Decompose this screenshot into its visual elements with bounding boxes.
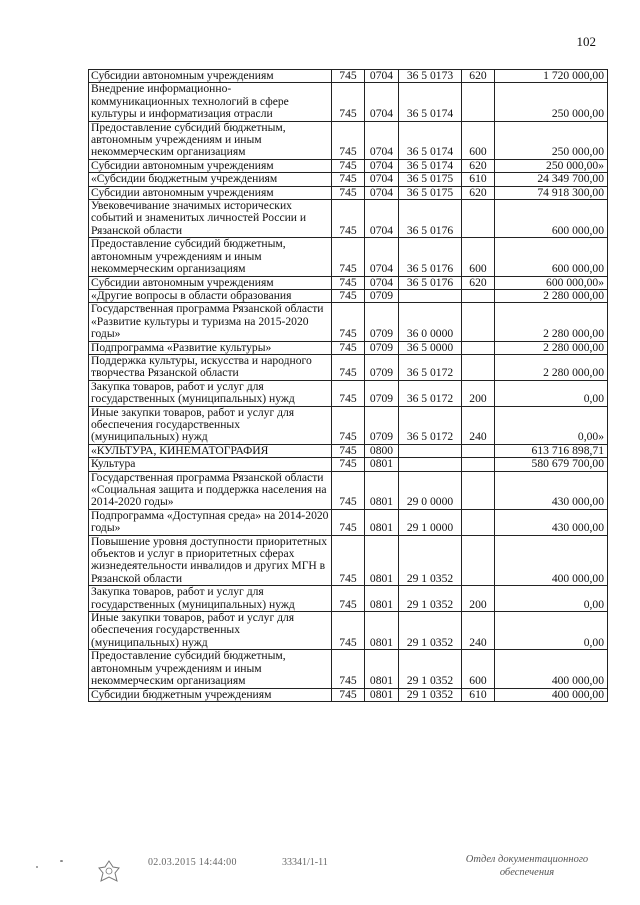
row-amount-cell: 1 720 000,00 [495,70,608,83]
row-gr-cell: 745 [332,186,365,199]
row-name-cell: Предоставление субсидий бюджетным, автономным учреждениям и иным некоммерческим организациям [89,650,332,688]
row-section-cell: 0801 [365,612,399,650]
row-gr-cell: 745 [332,688,365,701]
row-vr-cell: 620 [462,159,495,172]
row-vr-cell [462,354,495,380]
row-csr-cell: 36 5 0174 [399,159,462,172]
row-amount-cell: 600 000,00» [495,276,608,289]
table-row [89,303,608,341]
scan-speck [60,860,63,862]
row-gr-cell: 745 [332,276,365,289]
row-csr-cell: 36 5 0176 [399,276,462,289]
row-section-cell: 0709 [365,380,399,406]
row-csr-cell: 36 5 0173 [399,70,462,83]
table-row [89,70,608,83]
emblem-icon [96,859,122,885]
row-vr-cell: 600 [462,238,495,276]
row-vr-cell: 610 [462,688,495,701]
row-gr-cell: 745 [332,509,365,535]
row-vr-cell [462,444,495,457]
row-csr-cell: 29 1 0352 [399,586,462,612]
table-row [89,341,608,354]
row-name-cell: Государственная программа Рязанской области «Развитие культуры и туризма на 2015-2020 годы» [89,303,332,341]
row-section-cell: 0801 [365,458,399,471]
row-gr-cell: 745 [332,238,365,276]
row-vr-cell [462,535,495,586]
row-amount-cell: 250 000,00 [495,83,608,121]
row-csr-cell: 36 5 0175 [399,173,462,186]
row-name-cell: Субсидии автономным учреждениям [89,159,332,172]
table-row [89,650,608,688]
row-name-cell: Иные закупки товаров, работ и услуг для обеспечения государственных (муниципальных) нужд [89,612,332,650]
row-name-cell: Предоставление субсидий бюджетным, автономным учреждениям и иным некоммерческим организациям [89,121,332,159]
row-amount-cell: 613 716 898,71 [495,444,608,457]
table-row [89,458,608,471]
row-section-cell: 0704 [365,83,399,121]
budget-table [88,69,608,702]
row-vr-cell [462,200,495,238]
row-section-cell: 0704 [365,173,399,186]
row-gr-cell: 745 [332,650,365,688]
scan-speck [36,866,38,868]
table-row [89,276,608,289]
row-gr-cell: 745 [332,612,365,650]
row-gr-cell: 745 [332,341,365,354]
table-row [89,612,608,650]
row-section-cell: 0801 [365,471,399,509]
row-vr-cell: 620 [462,186,495,199]
row-vr-cell: 240 [462,612,495,650]
row-csr-cell [399,289,462,302]
row-name-cell: Иные закупки товаров, работ и услуг для обеспечения государственных (муниципальных) нужд [89,406,332,444]
row-gr-cell: 745 [332,444,365,457]
row-csr-cell: 36 5 0174 [399,121,462,159]
table-row [89,200,608,238]
row-gr-cell: 745 [332,289,365,302]
row-csr-cell: 36 5 0174 [399,83,462,121]
row-section-cell: 0801 [365,688,399,701]
row-amount-cell: 600 000,00 [495,200,608,238]
row-name-cell: Внедрение информационно-коммуникационных технологий в сфере культуры и информатизация отрасли [89,83,332,121]
table-row [89,471,608,509]
row-gr-cell: 745 [332,173,365,186]
row-vr-cell [462,303,495,341]
row-section-cell: 0801 [365,535,399,586]
row-section-cell: 0704 [365,276,399,289]
row-amount-cell: 0,00 [495,380,608,406]
row-csr-cell: 36 5 0172 [399,354,462,380]
table-row [89,380,608,406]
row-section-cell: 0704 [365,121,399,159]
page-footer [0,853,640,905]
row-section-cell: 0801 [365,586,399,612]
table-row [89,535,608,586]
row-vr-cell [462,83,495,121]
table-row [89,83,608,121]
row-gr-cell: 745 [332,458,365,471]
row-name-cell: Субсидии автономным учреждениям [89,186,332,199]
row-amount-cell: 2 280 000,00 [495,341,608,354]
table-row [89,121,608,159]
row-amount-cell: 2 280 000,00 [495,354,608,380]
row-name-cell: Предоставление субсидий бюджетным, автономным учреждениям и иным некоммерческим организациям [89,238,332,276]
row-amount-cell: 0,00 [495,612,608,650]
row-gr-cell: 745 [332,200,365,238]
row-gr-cell: 745 [332,471,365,509]
footer-department-stamp: Отдел документационного обеспечения [465,854,589,878]
footer-timestamp: 02.03.2015 14:44:00 [148,857,237,868]
table-row [89,688,608,701]
row-amount-cell: 0,00 [495,586,608,612]
row-csr-cell: 36 5 0175 [399,186,462,199]
row-vr-cell: 600 [462,650,495,688]
row-vr-cell [462,289,495,302]
row-section-cell: 0704 [365,70,399,83]
row-name-cell: Подпрограмма «Развитие культуры» [89,341,332,354]
footer-doc-id: 33341/1-11 [282,857,328,868]
row-csr-cell: 29 1 0352 [399,535,462,586]
row-vr-cell [462,458,495,471]
row-csr-cell: 36 5 0000 [399,341,462,354]
row-name-cell: Субсидии бюджетным учреждениям [89,688,332,701]
row-csr-cell: 29 1 0352 [399,688,462,701]
row-section-cell: 0709 [365,341,399,354]
row-csr-cell: 36 5 0176 [399,200,462,238]
row-section-cell: 0704 [365,159,399,172]
row-csr-cell: 36 0 0000 [399,303,462,341]
row-name-cell: Закупка товаров, работ и услуг для государственных (муниципальных) нужд [89,380,332,406]
page-number: 102 [576,34,596,49]
row-section-cell: 0800 [365,444,399,457]
row-gr-cell: 745 [332,535,365,586]
table-row [89,509,608,535]
row-vr-cell: 200 [462,586,495,612]
row-vr-cell: 610 [462,173,495,186]
row-amount-cell: 400 000,00 [495,535,608,586]
row-amount-cell: 2 280 000,00 [495,289,608,302]
row-amount-cell: 250 000,00» [495,159,608,172]
table-row [89,186,608,199]
row-vr-cell: 200 [462,380,495,406]
row-vr-cell: 600 [462,121,495,159]
row-csr-cell: 29 0 0000 [399,471,462,509]
table-row [89,173,608,186]
row-csr-cell: 29 1 0000 [399,509,462,535]
table-row [89,159,608,172]
row-section-cell: 0704 [365,186,399,199]
row-amount-cell: 400 000,00 [495,688,608,701]
table-row [89,444,608,457]
row-csr-cell [399,458,462,471]
row-vr-cell [462,341,495,354]
row-amount-cell: 74 918 300,00 [495,186,608,199]
row-amount-cell: 600 000,00 [495,238,608,276]
table-row [89,586,608,612]
row-csr-cell: 36 5 0172 [399,406,462,444]
row-name-cell: «Субсидии бюджетным учреждениям [89,173,332,186]
row-amount-cell: 2 280 000,00 [495,303,608,341]
row-csr-cell: 29 1 0352 [399,612,462,650]
row-amount-cell: 24 349 700,00 [495,173,608,186]
row-section-cell: 0709 [365,303,399,341]
row-section-cell: 0801 [365,650,399,688]
row-section-cell: 0709 [365,289,399,302]
row-name-cell: «КУЛЬТУРА, КИНЕМАТОГРАФИЯ [89,444,332,457]
row-name-cell: Культура [89,458,332,471]
row-csr-cell: 36 5 0176 [399,238,462,276]
row-gr-cell: 745 [332,159,365,172]
budget-table-body [89,70,608,702]
row-vr-cell [462,471,495,509]
row-gr-cell: 745 [332,380,365,406]
row-gr-cell: 745 [332,83,365,121]
row-name-cell: Закупка товаров, работ и услуг для государственных (муниципальных) нужд [89,586,332,612]
row-name-cell: Увековечивание значимых исторических событий и знаменитых личностей России и Рязанской области [89,200,332,238]
row-amount-cell: 430 000,00 [495,471,608,509]
row-amount-cell: 0,00» [495,406,608,444]
row-section-cell: 0801 [365,509,399,535]
row-gr-cell: 745 [332,303,365,341]
row-gr-cell: 745 [332,121,365,159]
row-section-cell: 0709 [365,354,399,380]
row-csr-cell: 29 1 0352 [399,650,462,688]
row-gr-cell: 745 [332,354,365,380]
table-row [89,289,608,302]
table-row [89,406,608,444]
row-amount-cell: 400 000,00 [495,650,608,688]
row-csr-cell [399,444,462,457]
row-gr-cell: 745 [332,70,365,83]
row-section-cell: 0704 [365,200,399,238]
row-section-cell: 0704 [365,238,399,276]
row-name-cell: Подпрограмма «Доступная среда» на 2014-2020 годы» [89,509,332,535]
row-name-cell: Государственная программа Рязанской области «Социальная защита и поддержка населения на 2014-2020 годы» [89,471,332,509]
row-name-cell: Поддержка культуры, искусства и народного творчества Рязанской области [89,354,332,380]
row-vr-cell: 620 [462,70,495,83]
row-name-cell: Субсидии автономным учреждениям [89,70,332,83]
table-row [89,354,608,380]
row-name-cell: Повышение уровня доступности приоритетных объектов и услуг в приоритетных сферах жизнедеятельности инвалидов и других МГН в Рязанской области [89,535,332,586]
row-amount-cell: 250 000,00 [495,121,608,159]
row-section-cell: 0709 [365,406,399,444]
row-amount-cell: 430 000,00 [495,509,608,535]
row-vr-cell [462,509,495,535]
row-gr-cell: 745 [332,406,365,444]
row-vr-cell: 240 [462,406,495,444]
row-name-cell: Субсидии автономным учреждениям [89,276,332,289]
row-amount-cell: 580 679 700,00 [495,458,608,471]
row-name-cell: «Другие вопросы в области образования [89,289,332,302]
row-gr-cell: 745 [332,586,365,612]
table-row [89,238,608,276]
row-vr-cell: 620 [462,276,495,289]
row-csr-cell: 36 5 0172 [399,380,462,406]
